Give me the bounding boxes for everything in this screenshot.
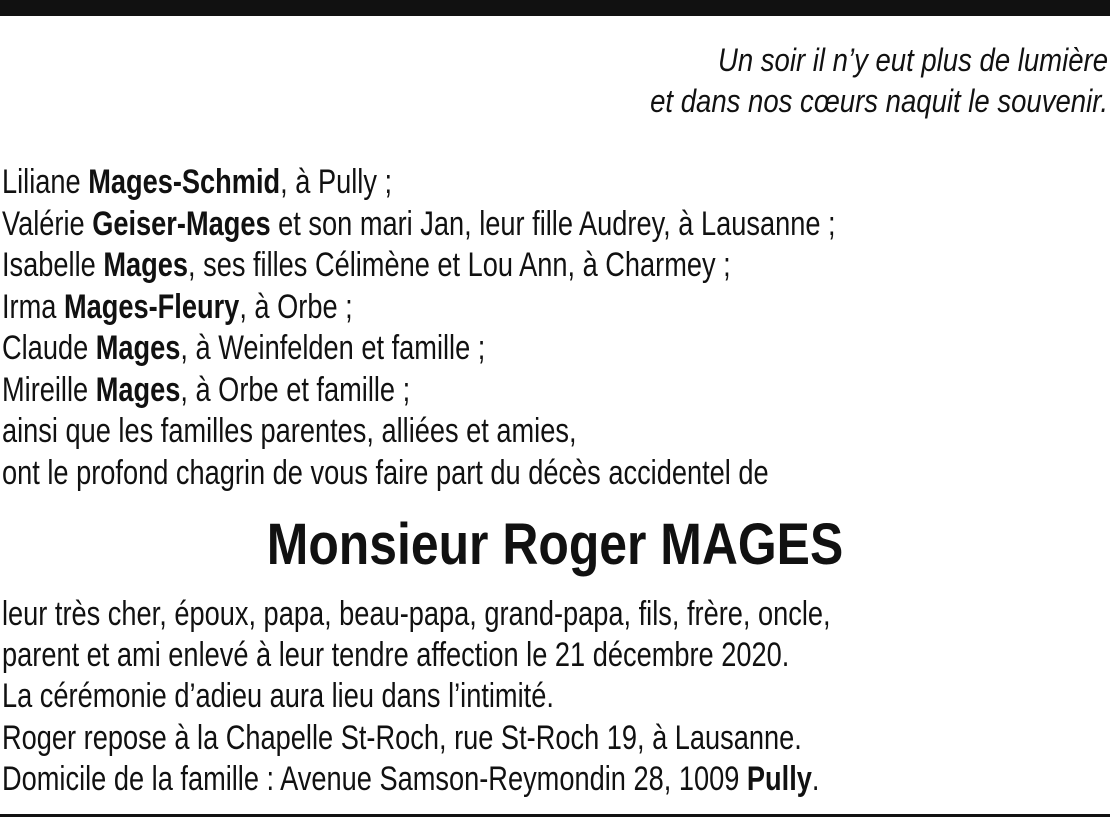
domicile-city: Pully xyxy=(746,759,812,798)
family-detail: , à Orbe et famille ; xyxy=(180,370,411,409)
family-detail: , à Orbe ; xyxy=(239,287,353,326)
deceased-name: Monsieur Roger MAGES xyxy=(266,512,844,577)
first-name: Liliane xyxy=(2,163,89,201)
family-detail: , à Weinfelden et famille ; xyxy=(180,329,486,367)
date-line: parent et ami enlevé à leur tendre affection le 21 décembre 2020. xyxy=(2,636,790,675)
first-name: Claude xyxy=(2,329,96,367)
surname: Mages xyxy=(103,246,188,284)
first-name: Irma xyxy=(2,287,64,326)
domicile-period: . xyxy=(811,759,820,798)
family-line xyxy=(2,370,1002,412)
family-line xyxy=(2,245,1002,287)
obituary-details xyxy=(2,594,1026,800)
surname: Mages xyxy=(95,329,181,367)
family-detail: , à Pully ; xyxy=(280,163,393,201)
top-rule xyxy=(0,0,1110,16)
surname: Geiser-Mages xyxy=(92,204,271,243)
epigraph xyxy=(248,40,1108,122)
first-name: Valérie xyxy=(2,204,93,243)
relatives-line: ainsi que les familles parentes, alliées et amies, xyxy=(2,412,577,450)
domicile-address: Domicile de la famille : Avenue Samson-Reymondin 28, 1009 xyxy=(2,759,747,798)
first-name: Isabelle xyxy=(2,246,104,284)
surname: Mages-Fleury xyxy=(63,287,240,326)
surname: Mages-Schmid xyxy=(88,163,281,201)
family-line xyxy=(2,162,1002,204)
epigraph-line-1: Un soir il n’y eut plus de lumière xyxy=(717,42,1108,78)
bottom-rule xyxy=(0,814,1110,817)
family-line xyxy=(2,287,1002,329)
family-line xyxy=(2,204,1002,246)
domicile-line xyxy=(2,759,1026,800)
ceremony-line: La cérémonie d’adieu aura lieu dans l’intimité. xyxy=(2,677,554,716)
family-detail: et son mari Jan, leur fille Audrey, à Lausanne ; xyxy=(270,204,836,243)
family-line xyxy=(2,328,1002,370)
epigraph-line-2: et dans nos cœurs naquit le souvenir. xyxy=(650,83,1108,119)
announcement-line: ont le profond chagrin de vous faire part du décès accidentel de xyxy=(2,453,769,492)
resting-place-line: Roger repose à la Chapelle St-Roch, rue St-Roch 19, à Lausanne. xyxy=(2,718,802,757)
family-list xyxy=(2,162,1002,494)
tribute-line: leur très cher, époux, papa, beau-papa, grand-papa, fils, frère, oncle, xyxy=(2,595,831,633)
surname: Mages xyxy=(95,370,181,409)
family-detail: , ses filles Célimène et Lou Ann, à Charmey ; xyxy=(187,246,731,284)
first-name: Mireille xyxy=(2,370,96,409)
